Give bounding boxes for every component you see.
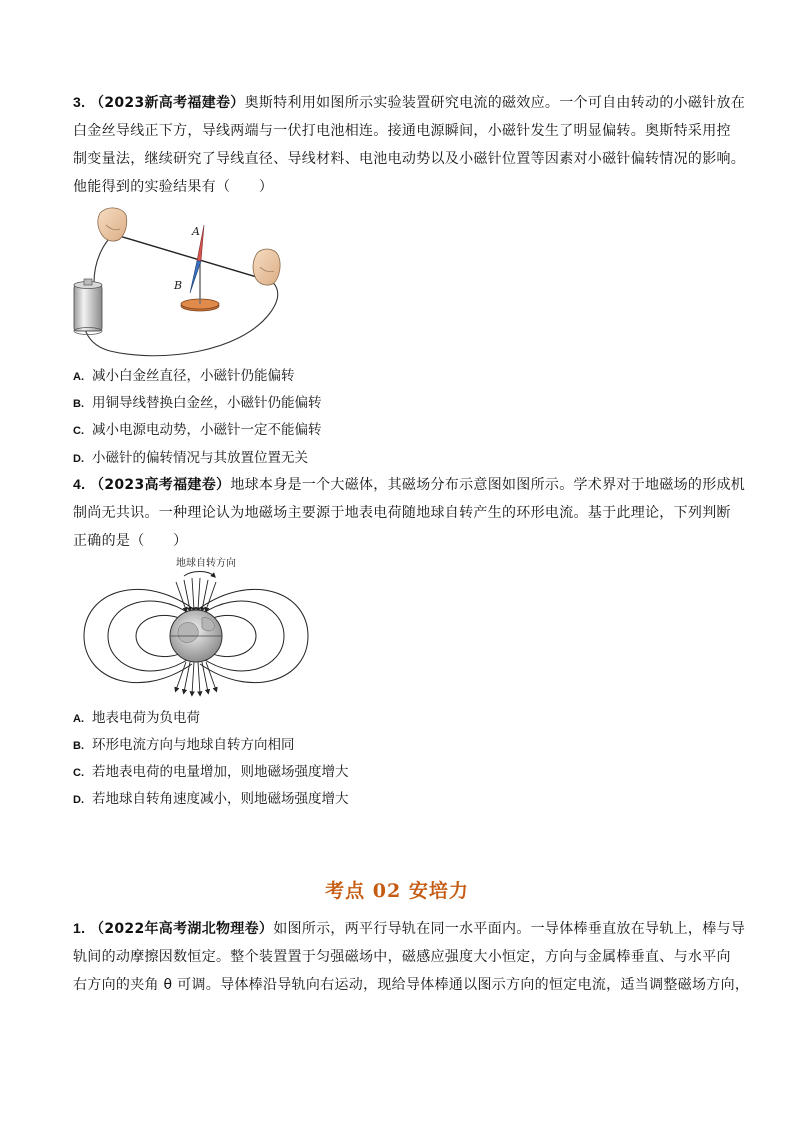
section-2-question-1-number: 1. — [73, 920, 86, 936]
question-3-line-2: 白金丝导线正下方，导线两端与一伏打电池相连。接通电源瞬间，小磁针发生了明显偏转。奥斯特采用控 — [73, 123, 731, 139]
left-hand-icon — [98, 208, 127, 241]
question-3-option-d[interactable] — [73, 448, 308, 469]
question-3-line-4: 他能得到的实验结果有（ ） — [73, 179, 274, 195]
question-4-number: 4. — [73, 476, 86, 492]
option-text: 减小电源电动势，小磁针一定不能偏转 — [92, 422, 322, 438]
question-4-text-1: 地球本身是一个大磁体，其磁场分布示意图如图所示。学术界对于地磁场的形成机 — [230, 477, 746, 493]
question-4-line-3: 正确的是（ ） — [73, 533, 188, 549]
section-2-question-1-stem — [73, 914, 750, 999]
question-3-option-b[interactable] — [73, 393, 322, 414]
option-letter: D. — [73, 453, 84, 465]
question-4-option-b[interactable] — [73, 735, 295, 756]
battery-icon — [74, 285, 102, 331]
section-title: 考点 02 安培力 — [325, 880, 469, 902]
question-4-option-c[interactable] — [73, 762, 349, 783]
section-2-question-1-line-3: 右方向的夹角 θ 可调。导体棒沿导轨向右运动，现给导体棒通以图示方向的恒定电流，适当调整磁场方向， — [73, 977, 750, 993]
label-a: A — [192, 225, 200, 238]
option-text: 环形电流方向与地球自转方向相同 — [92, 737, 295, 753]
option-text: 小磁针的偏转情况与其放置位置无关 — [92, 450, 308, 466]
option-text: 若地球自转角速度减小，则地磁场强度增大 — [92, 791, 349, 807]
question-4-line-1 — [73, 470, 746, 499]
question-3-text-1: 奥斯特利用如图所示实验装置研究电流的磁效应。一个可自由转动的小磁针放在 — [244, 95, 746, 111]
option-text: 地表电荷为负电荷 — [92, 710, 200, 726]
option-letter: B. — [73, 398, 84, 410]
option-letter: D. — [73, 794, 84, 806]
question-3-option-c[interactable] — [73, 420, 322, 441]
question-4-option-d[interactable] — [73, 789, 349, 810]
right-hand-icon — [253, 249, 280, 285]
option-letter: C. — [73, 767, 84, 779]
option-letter: A. — [73, 713, 84, 725]
rotation-label: 地球自转方向 — [176, 558, 236, 569]
option-letter: A. — [73, 371, 84, 383]
question-3-number: 3. — [73, 94, 86, 110]
question-3-source: （2023新高考福建卷） — [90, 95, 245, 111]
option-text: 减小白金丝直径，小磁针仍能偏转 — [92, 368, 295, 384]
option-letter: C. — [73, 425, 84, 437]
question-4-stem — [73, 470, 746, 555]
question-3-option-a[interactable] — [73, 366, 295, 387]
question-4-line-2: 制尚无共识。一种理论认为地磁场主要源于地表电荷随地球自转产生的环形电流。基于此理论，下列判断 — [73, 505, 731, 521]
oersted-experiment-figure — [70, 203, 310, 361]
question-4-source: （2023高考福建卷） — [90, 477, 231, 493]
section-2-question-1-line-2: 轨间的动摩擦因数恒定。整个装置置于匀强磁场中，磁感应强度大小恒定，方向与金属棒垂直、与水平向 — [73, 949, 731, 965]
question-3-line-3: 制变量法，继续研究了导线直径、导线材料、电池电动势以及小磁针位置等因素对小磁针偏转情况的影响。 — [73, 151, 746, 167]
question-3-line-1 — [73, 88, 746, 117]
question-3-stem — [73, 88, 746, 201]
option-text: 用铜导线替换白金丝，小磁针仍能偏转 — [92, 395, 322, 411]
section-2-question-1-source: （2022年高考湖北物理卷） — [90, 921, 274, 937]
label-b: B — [174, 279, 183, 292]
section-2-question-1-line-1 — [73, 914, 746, 943]
question-4-option-a[interactable] — [73, 708, 200, 729]
platinum-wire — [116, 235, 270, 281]
rotation-arrow — [184, 572, 214, 577]
earth-magnetic-field-figure — [80, 552, 312, 697]
option-text: 若地表电荷的电量增加，则地磁场强度增大 — [92, 764, 349, 780]
section-2-question-1-text-1: 如图所示，两平行导轨在同一水平面内。一导体棒垂直放在导轨上，棒与导 — [273, 921, 746, 937]
option-letter: B. — [73, 740, 84, 752]
